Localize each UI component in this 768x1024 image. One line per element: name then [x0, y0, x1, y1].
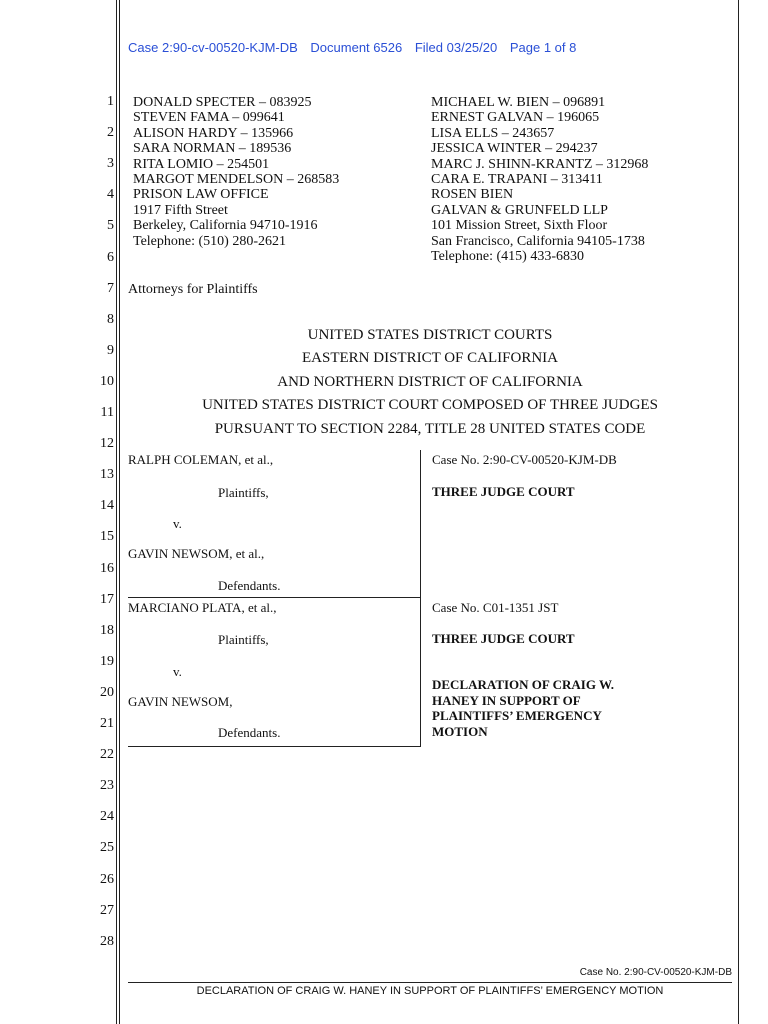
line-number: 8	[107, 311, 114, 327]
line-number: 19	[100, 653, 114, 669]
caption1-bottom-rule	[128, 597, 421, 598]
line-number: 28	[100, 933, 114, 949]
attorney-line: Berkeley, California 94710-1916	[133, 218, 318, 234]
caption2-case-number: Case No. C01-1351 JST	[432, 600, 559, 615]
court-heading-line-3: AND NORTHERN DISTRICT OF CALIFORNIA	[277, 374, 583, 390]
line-number: 12	[100, 436, 114, 452]
header-page: Page 1 of 8	[509, 40, 577, 55]
right-margin-rule	[738, 0, 739, 1024]
attorney-line: GALVAN & GRUNFELD LLP	[431, 202, 608, 218]
document-title	[432, 677, 614, 739]
caption1-case-number: Case No. 2:90-CV-00520-KJM-DB	[432, 452, 617, 467]
attorney-line: ERNEST GALVAN – 196065	[431, 110, 600, 126]
left-margin-rule-2	[119, 0, 120, 1024]
attorney-line: JESSICA WINTER – 294237	[431, 141, 598, 157]
line-number: 5	[107, 218, 114, 234]
document-title-line-2: HANEY IN SUPPORT OF	[432, 692, 581, 708]
footer-rule	[128, 982, 732, 983]
line-number: 6	[107, 249, 114, 265]
attorney-line: ROSEN BIEN	[431, 187, 514, 203]
caption2-plaintiffs-label: Plaintiffs,	[218, 632, 269, 647]
line-number: 18	[100, 622, 114, 638]
attorneys-left-block	[133, 95, 339, 249]
line-number: 22	[100, 747, 114, 763]
attorney-line: LISA ELLS – 243657	[431, 125, 555, 141]
document-title-line-1: DECLARATION OF CRAIG W.	[432, 677, 615, 692]
caption2-defendants-label: Defendants.	[218, 725, 281, 740]
attorney-line: Telephone: (510) 280-2621	[133, 233, 286, 249]
line-number: 25	[100, 840, 114, 856]
attorney-line: RITA LOMIO – 254501	[133, 156, 270, 172]
caption2-court-type: THREE JUDGE COURT	[432, 631, 575, 646]
attorney-line: CARA E. TRAPANI – 313411	[431, 172, 603, 188]
line-number: 11	[100, 405, 114, 420]
line-number: 2	[107, 125, 114, 141]
attorney-line: San Francisco, California 94105-1738	[431, 233, 645, 249]
court-heading-line-4: UNITED STATES DISTRICT COURT COMPOSED OF THREE JUDGES	[202, 397, 658, 413]
attorney-line: ALISON HARDY – 135966	[133, 125, 294, 141]
caption1-defendants-label: Defendants.	[218, 578, 281, 593]
caption2-bottom-rule	[128, 746, 421, 747]
caption2-defendant: GAVIN NEWSOM,	[128, 694, 233, 709]
line-number: 10	[100, 373, 114, 389]
ecf-header	[128, 40, 585, 55]
line-number: 7	[107, 280, 114, 296]
court-heading-line-1: UNITED STATES DISTRICT COURTS	[307, 327, 553, 343]
line-number: 1	[107, 94, 114, 109]
attorney-line: MARGOT MENDELSON – 268583	[133, 172, 340, 188]
header-filed: Filed 03/25/20	[414, 40, 498, 55]
line-number: 27	[100, 902, 114, 918]
footer-case-number: Case No. 2:90-CV-00520-KJM-DB	[579, 967, 732, 978]
header-document: Document 6526	[310, 40, 403, 55]
line-number: 24	[100, 809, 114, 825]
attorneys-for: Attorneys for Plaintiffs	[128, 282, 258, 297]
left-margin-rule-1	[116, 0, 117, 1024]
attorney-line: DONALD SPECTER – 083925	[133, 95, 312, 110]
header-case: Case 2:90-cv-00520-KJM-DB	[128, 40, 298, 55]
line-number: 9	[107, 342, 114, 358]
line-number: 21	[100, 716, 114, 731]
caption1-court-type: THREE JUDGE COURT	[432, 484, 575, 499]
line-number: 14	[100, 498, 114, 514]
line-number: 26	[100, 871, 114, 887]
document-title-line-3: PLAINTIFFS’ EMERGENCY	[432, 708, 602, 723]
attorneys-right-block	[431, 95, 648, 264]
caption1-defendant: GAVIN NEWSOM, et al.,	[128, 546, 265, 561]
line-number: 4	[107, 187, 114, 203]
attorney-line: MICHAEL W. BIEN – 096891	[431, 95, 606, 110]
caption1-plaintiffs-label: Plaintiffs,	[218, 485, 269, 500]
caption1-versus: v.	[173, 516, 182, 531]
caption2-versus: v.	[173, 664, 182, 679]
line-number: 3	[107, 156, 114, 172]
attorney-line: SARA NORMAN – 189536	[133, 141, 292, 157]
line-number: 16	[100, 560, 114, 576]
line-number: 13	[100, 467, 114, 483]
court-heading-line-2: EASTERN DISTRICT OF CALIFORNIA	[302, 350, 558, 366]
attorney-line: PRISON LAW OFFICE	[133, 187, 269, 203]
attorney-line: Telephone: (415) 433-6830	[431, 249, 584, 265]
caption-divider-vertical	[420, 450, 421, 746]
line-number: 15	[100, 529, 114, 545]
line-number: 20	[100, 684, 114, 700]
attorney-line: STEVEN FAMA – 099641	[133, 110, 285, 126]
footer-title: DECLARATION OF CRAIG W. HANEY IN SUPPORT OF PLAINTIFFS’ EMERGENCY MOTION	[196, 985, 664, 997]
court-heading-line-5: PURSUANT TO SECTION 2284, TITLE 28 UNITED STATES CODE	[214, 421, 646, 437]
line-number: 17	[100, 591, 114, 607]
document-title-line-4: MOTION	[432, 723, 488, 739]
attorney-line: 1917 Fifth Street	[133, 202, 228, 218]
attorney-line: MARC J. SHINN-KRANTZ – 312968	[431, 156, 649, 172]
caption2-plaintiff: MARCIANO PLATA, et al.,	[128, 600, 277, 615]
caption1-plaintiff: RALPH COLEMAN, et al.,	[128, 452, 274, 467]
attorney-line: 101 Mission Street, Sixth Floor	[431, 218, 608, 234]
line-number: 23	[100, 778, 114, 794]
